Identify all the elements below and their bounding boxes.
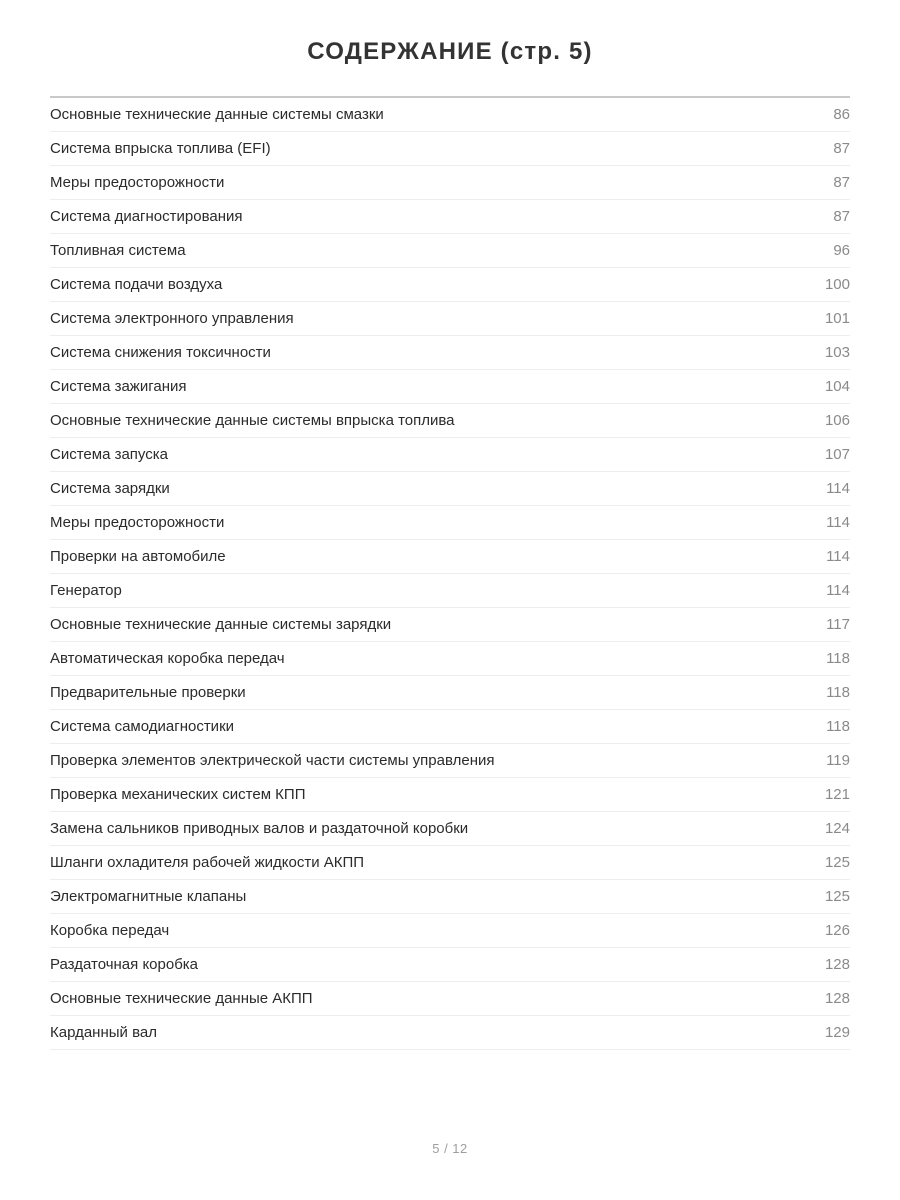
toc-entry-label: Проверки на автомобиле: [50, 547, 226, 565]
toc-entry[interactable]: [50, 1016, 850, 1050]
toc-entry-label: Основные технические данные АКПП: [50, 989, 313, 1007]
toc-entry-page-number: 100: [824, 275, 850, 293]
toc-entry[interactable]: [50, 540, 850, 574]
toc-entry[interactable]: [50, 574, 850, 608]
toc-entry-label: Система диагностирования: [50, 207, 243, 225]
toc-entry[interactable]: [50, 778, 850, 812]
toc-entry-label: Электромагнитные клапаны: [50, 887, 247, 905]
toc-entry-label: Основные технические данные системы впрыска топлива: [50, 411, 455, 429]
toc-entry-page-number: 121: [824, 785, 850, 803]
toc-entry-page-number: 117: [826, 615, 850, 633]
toc-entry[interactable]: [50, 268, 850, 302]
toc-entry-page-number: 128: [824, 989, 850, 1007]
toc-entry-page-number: 104: [824, 377, 850, 395]
toc-entry-page-number: 106: [824, 411, 850, 429]
toc-entry-label: Меры предосторожности: [50, 513, 225, 531]
toc-entry-label: Система подачи воздуха: [50, 275, 223, 293]
toc-entry[interactable]: [50, 370, 850, 404]
toc-entry-page-number: 124: [824, 819, 850, 837]
toc-entry[interactable]: [50, 200, 850, 234]
toc-entry-label: Карданный вал: [50, 1023, 157, 1041]
toc-entry-label: Топливная система: [50, 241, 186, 259]
page-title: СОДЕРЖАНИЕ (стр. 5): [307, 38, 593, 65]
toc-entry-page-number: 118: [826, 717, 850, 735]
toc-entry-page-number: 129: [824, 1023, 850, 1041]
toc-entry[interactable]: [50, 132, 850, 166]
toc-entry[interactable]: [50, 676, 850, 710]
toc-entry-label: Шланги охладителя рабочей жидкости АКПП: [50, 853, 365, 871]
toc-entry-label: Основные технические данные системы зарядки: [50, 615, 392, 633]
toc-entry-page-number: 114: [826, 479, 850, 497]
toc-entry[interactable]: [50, 472, 850, 506]
toc-entry-page-number: 128: [824, 955, 850, 973]
toc-entry-label: Раздаточная коробка: [50, 955, 199, 973]
toc-entry-page-number: 101: [824, 309, 850, 327]
toc-entry[interactable]: [50, 642, 850, 676]
table-of-contents: [50, 98, 850, 1050]
toc-entry-label: Предварительные проверки: [50, 683, 246, 701]
toc-entry-label: Коробка передач: [50, 921, 170, 939]
toc-entry-label: Меры предосторожности: [50, 173, 225, 191]
toc-entry-page-number: 118: [826, 683, 850, 701]
toc-entry-page-number: 87: [833, 173, 850, 191]
toc-entry[interactable]: [50, 846, 850, 880]
toc-entry-page-number: 126: [824, 921, 850, 939]
toc-entry[interactable]: [50, 914, 850, 948]
toc-entry[interactable]: [50, 438, 850, 472]
toc-entry[interactable]: [50, 98, 850, 132]
toc-entry-page-number: 87: [833, 207, 850, 225]
toc-entry-label: Система зарядки: [50, 479, 170, 497]
toc-entry-label: Система зажигания: [50, 377, 187, 395]
toc-entry[interactable]: [50, 982, 850, 1016]
toc-entry-label: Система электронного управления: [50, 309, 294, 327]
toc-entry-page-number: 125: [824, 887, 850, 905]
page-number-footer: 5 / 12: [432, 1141, 468, 1156]
toc-entry-page-number: 114: [826, 513, 850, 531]
toc-entry[interactable]: [50, 506, 850, 540]
toc-entry-page-number: 125: [824, 853, 850, 871]
toc-entry-page-number: 87: [833, 139, 850, 157]
toc-entry[interactable]: [50, 948, 850, 982]
toc-entry-page-number: 119: [826, 751, 850, 769]
toc-entry-label: Система запуска: [50, 445, 168, 463]
toc-entry-label: Система снижения токсичности: [50, 343, 271, 361]
toc-entry[interactable]: [50, 302, 850, 336]
toc-entry[interactable]: [50, 744, 850, 778]
toc-entry-page-number: 114: [826, 581, 850, 599]
toc-entry-page-number: 114: [826, 547, 850, 565]
toc-entry[interactable]: [50, 608, 850, 642]
toc-entry-label: Система впрыска топлива (EFI): [50, 139, 271, 157]
toc-entry-label: Проверка механических систем КПП: [50, 785, 306, 803]
toc-entry[interactable]: [50, 404, 850, 438]
toc-entry-page-number: 118: [826, 649, 850, 667]
toc-entry-page-number: 107: [824, 445, 850, 463]
toc-entry-label: Замена сальников приводных валов и раздаточной коробки: [50, 819, 469, 837]
toc-entry-label: Система самодиагностики: [50, 717, 235, 735]
toc-entry-label: Проверка элементов электрической части системы управления: [50, 751, 495, 769]
toc-entry-label: Основные технические данные системы смазки: [50, 105, 384, 123]
toc-entry-page-number: 103: [824, 343, 850, 361]
toc-entry[interactable]: [50, 710, 850, 744]
toc-entry-page-number: 86: [833, 105, 850, 123]
toc-entry[interactable]: [50, 336, 850, 370]
toc-entry[interactable]: [50, 234, 850, 268]
toc-entry[interactable]: [50, 166, 850, 200]
toc-entry[interactable]: [50, 880, 850, 914]
toc-entry-page-number: 96: [833, 241, 850, 259]
toc-entry-label: Генератор: [50, 581, 122, 599]
toc-entry-label: Автоматическая коробка передач: [50, 649, 285, 667]
toc-entry[interactable]: [50, 812, 850, 846]
